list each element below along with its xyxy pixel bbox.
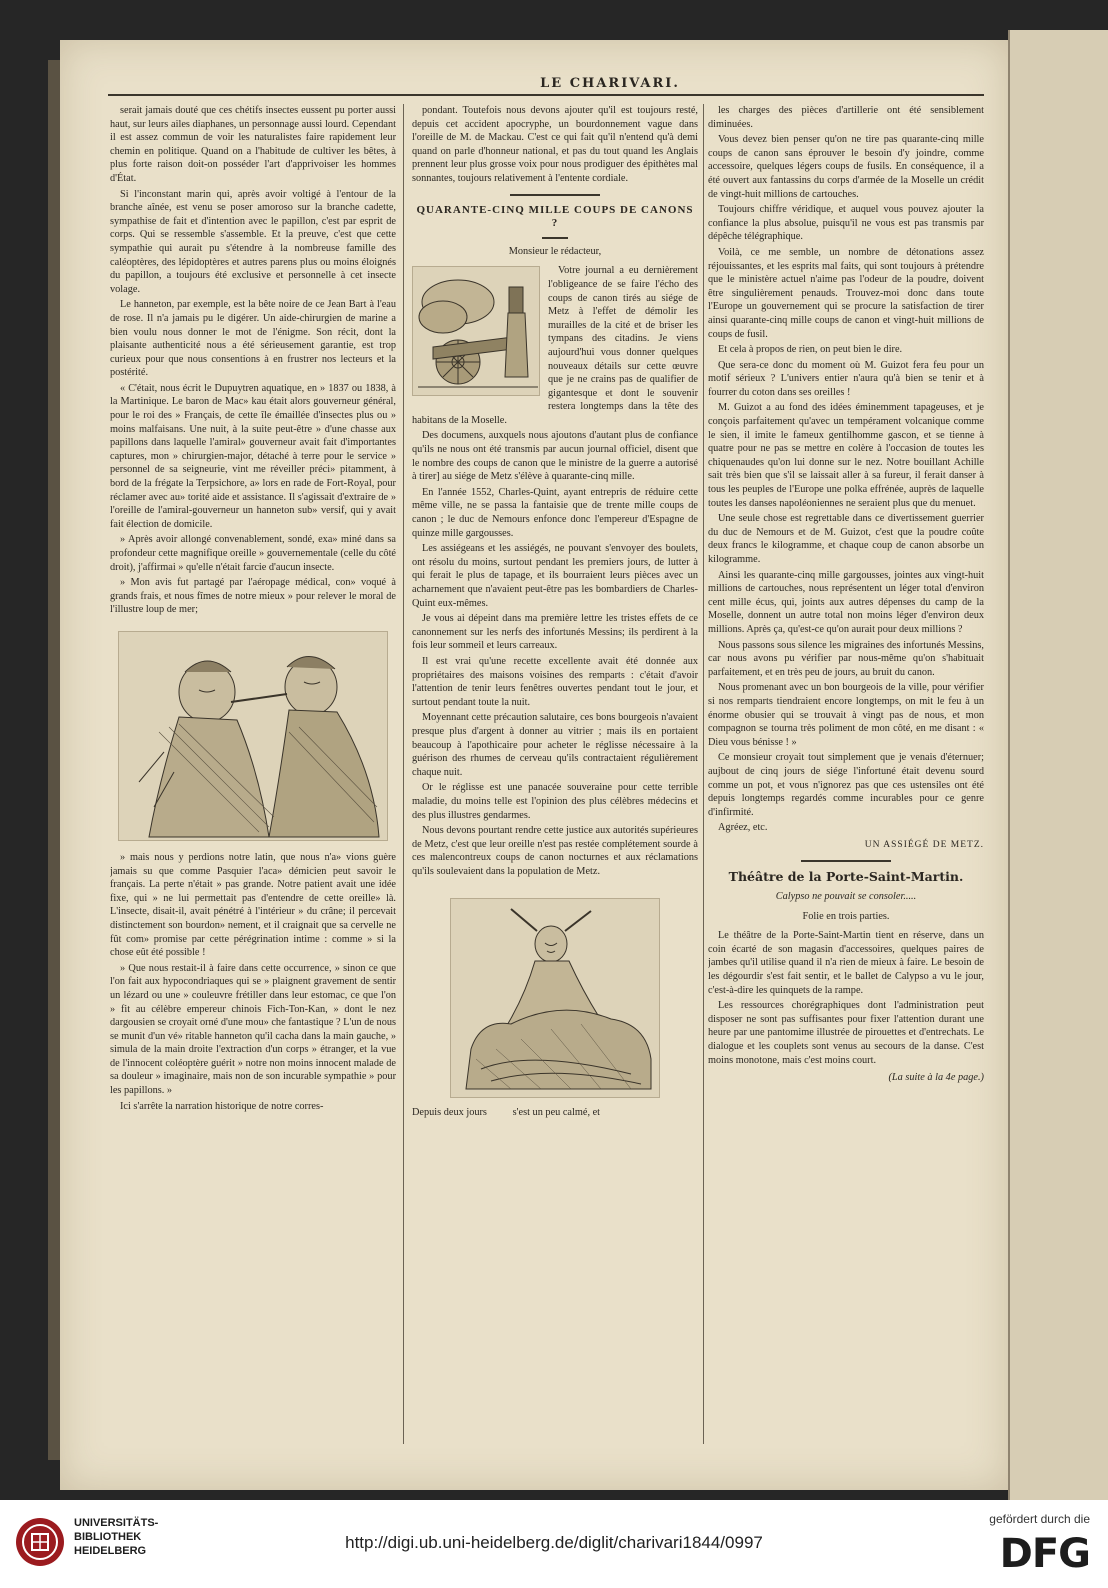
paragraph: Le hanneton, par exemple, est la bête noire de ce Jean Bart à l'eau de rose. Il n'a jamais pu le digérer. Un aide-chirurgien de marine a bien voulu nous donner le mot de l'énigme. Son récit, dont la plaisante authenticité nous a été sérieusement garantie, est trop curieux pour que nous consentions à en frustrer nos lecteurs et la postérité. — [110, 299, 396, 379]
source-url-link[interactable]: http://digi.ub.uni-heidelberg.de/diglit/charivari1844/0997 — [345, 1533, 763, 1552]
theatre-genre: Folie en trois parties. — [802, 910, 890, 922]
footer-bar — [0, 1500, 1108, 1588]
paragraph: M. Guizot a au fond des idées éminemment tapageuses, et je conçois parfaitement qu'avec un tempérament volcanique comme le sien, il imite le fameux gentilhomme gascon, et se tienne à quatre pour ne pas se mettre en colère à l'occasion de toutes les chiquenaudes qu'on lui donne sur le nez. Notre bouillant Achille sait très bien que s'il se laissait aller à sa fureur, il ferait danser à tous les peuples de l'Europe une polka effrénée, auprès de laquelle toutes les danses napoléoniennes ne seraient plus que du menuet. — [708, 402, 984, 509]
paragraph: Nous passons sous silence les migraines des infortunés Messins, car nous avons pu vérifier par nous-même qu'on s'habituait parfaitement, et en très peu de jours, au bruit du canon. — [708, 639, 984, 678]
section-separator — [510, 194, 600, 196]
column-2 — [412, 104, 698, 1444]
article-heading: QUARANTE-CINQ MILLE COUPS DE CANONS ? — [416, 203, 694, 230]
library-name-line: BIBLIOTHEK — [74, 1531, 142, 1543]
theatre-subtitle: Calypso ne pouvait se consoler..... — [775, 891, 917, 903]
masthead-rule — [108, 94, 984, 96]
paragraph: pondant. Toutefois nous devons ajouter qu'il est toujours resté, depuis cet accident apocryphe, un bourdonnement vague dans l'oreille de M. de Mackau. C'est ce qui fait qu'il n'entend qu'à demi quand on parle d'honneur national, et pas du tout quand les Anglais prennent leur plus grosse voix pour nous prodiguer des épithètes mal sonnantes, toujours relativement à l'entente cordiale. — [412, 105, 698, 184]
paragraph: Les assiégeans et les assiégés, ne pouvant s'envoyer des boulets, ont résolu du moins, surtout pendant les premiers jours, de lutter à qui ferait le plus de tapage, et ils bourraient leurs pièces avec un acharnement que n'avaient peut-être pas les bombardiers de Charles-Quint eux-mêmes. — [412, 543, 698, 609]
paragraph: Nous promenant avec un bon bourgeois de la ville, pour vérifier si nos remparts tiendraient encore longtemps, on mit le feu à un énorme obusier qui se trouvait à vingt pas de nous, et mon compagnon se tourna très poliment de mon côté, en me disant : « Dieu vous bénisse ! » — [708, 682, 984, 748]
engraving-cannon-icon — [413, 267, 540, 396]
paragraph: » mais nous y perdions notre latin, que nous n'a» vions guère jamais su que comme Pasquier l'aca» démicien peut savoir le français. La perte n'était » pas grande. Notre patient avait une idée fixe, qui » ne lui permettait pas d'entendre de cette oreille» là. L'insecte, disait-il, avait pénétré à l'intérieur » du crâne; il percevait distinctement son bourdon» nement, et il craignait que sa cervelle ne fût com» promise par cette pérégrination intime : comme » si la chose eût été possible ! — [110, 851, 396, 959]
paragraph: Vous devez bien penser qu'on ne tire pas quarante-cinq mille coups de canon sans éprouver le besoin d'y joindre, comme accessoire, quelques légers coups de fusils. En conséquence, il a été ouvert aux fantassins du corps d'armée de la Moselle un crédit de vingt-huit millions de cartouches. — [708, 134, 984, 200]
paragraph: Votre journal a eu dernièrement l'obligeance de se faire l'écho des coups de canon tirés au siége de Metz à l'effet de démolir les murailles de la cité et de briser les tympans des citadins. Je viens aujourd'hui vous donner quelques nouveaux détails sur cette œuvre que je ne crains pas de qualifier de gigantesque et dont le souvenir restera longtemps dans la tête des habitans de la Moselle. — [412, 265, 698, 426]
engraving-two-figures-icon — [119, 632, 388, 841]
column-divider — [403, 104, 404, 1444]
continued-note: (La suite à la 4e page.) — [888, 1072, 984, 1084]
paragraph: Ce monsieur croyait tout simplement que je venais d'éternuer; aujbout de cinq jours de siége l'infortuné était devenu sourd comme un pot, et vous n'ignorez pas que ces ustensiles ont été depuis longtemps regardés comme incurables pour ce genre d'infirmité. — [708, 752, 984, 818]
paragraph: Une seule chose est regrettable dans ce divertissement guerrier du duc de Nemours et de M. Guizot, c'est que la poudre coûte deux francs le kilogramme, et chaque coup de canon absorbe un kilogramme. — [708, 513, 984, 565]
engraving-frightened-woman-icon — [451, 899, 660, 1098]
paragraph: Toujours chiffre véridique, et auquel vous pouvez ajouter la confiance la plus absolue, puisqu'il ne vous est pas transmis par dépêche télégraphique. — [708, 204, 984, 243]
paragraph: Il est vrai qu'une recette excellente avait été donnée aux propriétaires des maisons voisines des remparts : c'était d'avoir l'attention de tenir leurs fenêtres ouvertes pendant tout le jour, et surtout pendant toute la nuit. — [412, 655, 698, 708]
paragraph: Si l'inconstant marin qui, après avoir voltigé à l'entour de la branche aînée, est venu se poser amoroso sur la branche cadette, sympathise de fait et d'intention avec le papillon, c'est par esprit de corps. Qui se ressemble s'assemble. Et la preuve, c'est que cette sympathie qui aurait pu s'étendre à la nombreuse famille des caléoptères, des lépidoptères et autres parens plus ou moins éloignés du papillon, a toujours été exclusive et personnelle à cet insecte volage. — [110, 188, 396, 295]
paragraph: Nous devons pourtant rendre cette justice aux autorités supérieures de Metz, c'est que leur oreille n'est pas restée complétement sourde à ces malencontreux coups de canon nocturnes et aux réclamations qu'ils soulevaient dans la population de Metz. — [412, 825, 698, 877]
column-1 — [110, 104, 396, 1444]
sponsor-label: gefördert durch die — [989, 1512, 1090, 1526]
library-name-line: HEIDELBERG — [74, 1545, 147, 1557]
dfg-logo[interactable]: DFG — [999, 1531, 1090, 1577]
binding-edge — [48, 60, 60, 1460]
paragraph: Depuis deux jours s'est un peu calmé, et — [412, 1107, 601, 1119]
paragraph: » Mon avis fut partagé par l'aéropage médical, con» voqué à grands frais, et nous fîmes de notre mieux » pour relever le moral de l'illustre loup de mer; — [110, 577, 396, 616]
paragraph: En l'année 1552, Charles-Quint, ayant entrepris de réduire cette même ville, ne se passa la fantaisie que de trente mille coups de canon ; le duc de Nemours enfonce donc l'empereur d'Espagne de quinze mille gargousses. — [412, 486, 698, 539]
paragraph: Ainsi les quarante-cinq mille gargousses, jointes aux vingt-huit millions de cartouches, nous représentent un léger total d'environ cent mille écus, qui, joints aux autres dépenses du camp de la Moselle, donnent un autre total non moins léger d'environ deux millions. Après ça, qu'est-ce qu'on aurait pour deux millions ? — [708, 569, 984, 635]
paragraph: Des documens, auxquels nous ajoutons d'autant plus de confiance qu'ils ne nous ont été transmis par aucun journal officiel, disent que le nombre des coups de canon que le ministre de la guerre a autorisé à tirer] au siége de Metz s'élève à quarante-cinq mille. — [412, 430, 698, 483]
paragraph: Et cela à propos de rien, on peut bien le dire. — [718, 344, 903, 356]
paragraph: Que sera-ce donc du moment où M. Guizot fera feu pour un motif sérieux ? L'univers entier n'aura qu'à bien se tenir et à fourrer du coton dans ses oreilles ! — [708, 359, 984, 398]
paragraph: » Que nous restait-il à faire dans cette occurrence, » sinon ce que l'on fait aux hypocondriaques qui se » plaignent gravement de sentir un lézard ou une » couleuvre frétiller dans leur estomac, ce que l'on » fit au célèbre empereur chinois Fich-Ton-Kan, » dont le nez dargousien se croyait orné d'une mou» che fantastique ? L'un de nous se munit d'un vé» ritable hanneton qu'il cacha dans la main gauche, » simula de la main droite l'extraction d'un corps » étranger, et la vue de l'innocent coléoptère guérit » notre non moins innocent malade de sa douleur » imaginaire, mais non de son incurable sympathie » pour les papillons. » — [110, 962, 396, 1097]
section-separator — [801, 860, 891, 862]
paragraph: » Après avoir allongé convenablement, sondé, exa» miné dans sa profondeur cette magnifique oreille » gouvernementale (celle du côté droit), j'affirmai » qu'elle n'était farcie d'aucun insecte. — [110, 534, 396, 573]
column-divider — [703, 104, 704, 1444]
heading-rule — [542, 237, 568, 239]
paragraph: serait jamais douté que ces chétifs insectes eussent pu porter aussi haut, sur leurs ailes diaphanes, un personnage aussi lourd. Cependant il est assez commun de voir les naturalistes faire rapidement leur chemin en politique. Quand on a l'habitude de cultiver les bêtes, à plus forte raison doit-on posséder l'art d'apprivoiser les hommes d'État. — [110, 105, 396, 184]
paragraph: Voilà, ce me semble, un nombre de détonations assez réjouissantes, et les esprits mal faits, qui sont toujours à prétendre que le ministère actuel n'aime pas l'odeur de la poudre, doivent être singulièrement penauds. Trouvez-moi donc dans toute l'Europe un gouvernement qui se procure la satisfaction de tirer ainsi quarante-cinq mille coups de canon et vingt-huit millions de coups de fusil. — [708, 246, 984, 340]
library-name-line: UNIVERSITÄTS- — [74, 1517, 159, 1529]
newspaper-page — [60, 40, 1008, 1490]
column-3 — [708, 104, 984, 1444]
paragraph: Le théâtre de la Porte-Saint-Martin tient en réserve, dans un coin écarté de son magasin d'accessoires, quelques paires de jambes qu'il utilise quand il n'a rien de mieux à faire. Le besoin de les dégourdir s'est fait sentir, et le ballet de Calypso a vu le jour, c'est-à-dire les quinquets de la rampe. — [708, 930, 984, 996]
theatre-heading: Théâtre de la Porte-Saint-Martin. — [728, 869, 964, 885]
paragraph: Agréez, etc. — [718, 822, 768, 834]
paragraph: Je vous ai dépeint dans ma première lettre les tristes effets de ce canonnement sur les nerfs des infortunés Messins; ils perdirent à la fois leur sommeil et leurs carreaux. — [412, 613, 698, 652]
paragraph: Moyennant cette précaution salutaire, ces bons bourgeois n'avaient presque plus d'argent à donner au vitrier ; mais ils en portaient beaucoup à l'apothicaire pour acheter le réglisse nécessaire à la guérison des rhumes de cerveau qu'ils contractaient régulièrement chaque nuit. — [412, 712, 698, 778]
illustration-surgeons — [118, 631, 388, 841]
illustration-woman-in-bed — [450, 898, 660, 1098]
paragraph: « C'était, nous écrit le Dupuytren aquatique, en » 1837 ou 1838, à la Martinique. Le baron de Mac» kau était alors gouverneur général, pour le roi des » Français, de cette île émaillée d'insectes plus ou » moins malfaisans. Une nuit, à la suite peut-être » d'une chasse aux papillons dans laquelle l'amiral» gouverneur avait fait d'importantes captures, mon » chirurgien-major, détaché à terre pour le service » personnel de sa seigneurie, vint me réveiller préci» pitamment, à bord de la frégate la Terpsichore, a» lors en rade de Fort-Royal, pour réclamer avec au» torité aide et assistance. Il s'agissait d'extraire de » l'oreille de l'amiral-gouverneur un hanneton sub» versif, qui y avait fait élection de domicile. — [110, 382, 396, 530]
paragraph: Ici s'arrête la narration historique de notre corres- — [120, 1100, 324, 1112]
illustration-cannon — [412, 266, 540, 396]
masthead: LE CHARIVARI. — [540, 76, 680, 91]
paragraph: Les ressources chorégraphiques dont l'administration peut disposer ne sont pas suffisantes pour fixer l'attention durant une heure par une pantomime illustrée de pirouettes et d'entrechats. Le dialogue et les couplets sont venus au secours de la danse. C'est moins monotone, mais c'est moins court. — [708, 1000, 984, 1066]
paragraph: Or le réglisse est une panacée souveraine pour cette terrible maladie, du moins telle est l'opinion des plus célèbres médecins et des plus illustres gendarmes. — [412, 782, 698, 821]
paragraph: les charges des pièces d'artillerie ont été sensiblement diminuées. — [708, 105, 984, 130]
next-page-edge — [1008, 30, 1108, 1500]
signature: UN ASSIÉGÉ DE METZ. — [864, 839, 984, 850]
salutation: Monsieur le rédacteur, — [508, 245, 602, 257]
